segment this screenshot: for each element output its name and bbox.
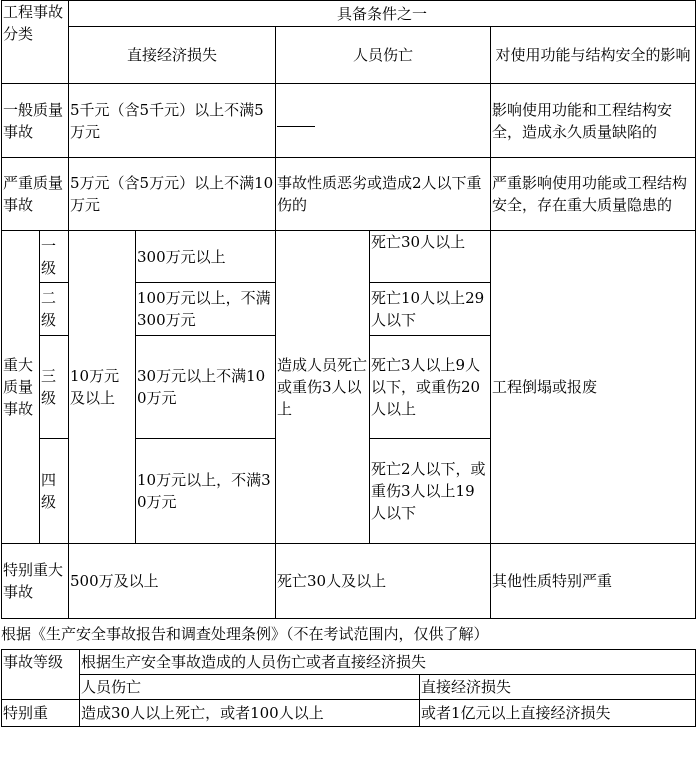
general-label: 一般质量事故 bbox=[2, 84, 69, 158]
major-grade-3: 三级 bbox=[40, 336, 69, 439]
regulation-note: 根据《生产安全事故报告和调查处理条例》（不在考试范围内，仅供了解） bbox=[1, 625, 489, 643]
severe-casualty: 事故性质恶劣或造成2人以下重伤的 bbox=[276, 158, 491, 231]
special-casualty: 死亡30人及以上 bbox=[276, 544, 491, 619]
header-casualty: 人员伤亡 bbox=[276, 27, 491, 84]
t2-row1-casualty: 造成30人以上死亡，或者100人以上 bbox=[80, 700, 420, 727]
special-loss: 500万及以上 bbox=[69, 544, 276, 619]
major-loss-2: 100万元以上，不满300万元 bbox=[136, 283, 276, 336]
major-casualty-1: 死亡30人以上 bbox=[370, 231, 491, 283]
major-label: 重大质量事故 bbox=[2, 231, 40, 544]
special-label: 特别重大事故 bbox=[2, 544, 69, 619]
dash-mark bbox=[277, 116, 315, 127]
t2-row1-level: 特别重 bbox=[2, 700, 80, 727]
t2-header-basis: 根据生产安全事故造成的人员伤亡或者直接经济损失 bbox=[80, 650, 696, 675]
severe-impact: 严重影响使用功能或工程结构安全，存在重大质量隐患的 bbox=[491, 158, 696, 231]
general-loss: 5千元（含5千元）以上不满5万元 bbox=[69, 84, 276, 158]
major-casualty-common: 造成人员死亡或重伤3人以上 bbox=[276, 231, 370, 544]
severe-label: 严重质量事故 bbox=[2, 158, 69, 231]
general-casualty bbox=[276, 84, 491, 158]
major-loss-4: 10万元以上，不满30万元 bbox=[136, 439, 276, 544]
general-impact: 影响使用功能和工程结构安全，造成永久质量缺陷的 bbox=[491, 84, 696, 158]
major-grade-2: 二级 bbox=[40, 283, 69, 336]
safety-accident-table bbox=[1, 649, 696, 727]
major-grade-1: 一级 bbox=[40, 231, 69, 283]
accident-classification-table bbox=[1, 0, 696, 619]
t2-header-casualty: 人员伤亡 bbox=[80, 675, 420, 700]
header-any-condition: 具备条件之一 bbox=[69, 1, 696, 27]
header-category: 工程事故分类 bbox=[2, 1, 69, 84]
major-grade-4: 四级 bbox=[40, 439, 69, 544]
severe-loss: 5万元（含5万元）以上不满10万元 bbox=[69, 158, 276, 231]
major-casualty-3: 死亡3人以上9人以下，或重伤20人以上 bbox=[370, 336, 491, 439]
major-loss-common: 10万元及以上 bbox=[69, 231, 136, 544]
header-direct-loss: 直接经济损失 bbox=[69, 27, 276, 84]
major-casualty-4: 死亡2人以下，或重伤3人以上19人以下 bbox=[370, 439, 491, 544]
t2-header-loss: 直接经济损失 bbox=[420, 675, 696, 700]
header-impact: 对使用功能与结构安全的影响 bbox=[491, 27, 696, 84]
t2-row1-loss: 或者1亿元以上直接经济损失 bbox=[420, 700, 696, 727]
major-loss-3: 30万元以上不满100万元 bbox=[136, 336, 276, 439]
t2-header-level: 事故等级 bbox=[2, 650, 80, 700]
major-loss-1: 300万元以上 bbox=[136, 231, 276, 283]
major-impact: 工程倒塌或报废 bbox=[491, 231, 696, 544]
major-casualty-2: 死亡10人以上29人以下 bbox=[370, 283, 491, 336]
special-impact: 其他性质特别严重 bbox=[491, 544, 696, 619]
